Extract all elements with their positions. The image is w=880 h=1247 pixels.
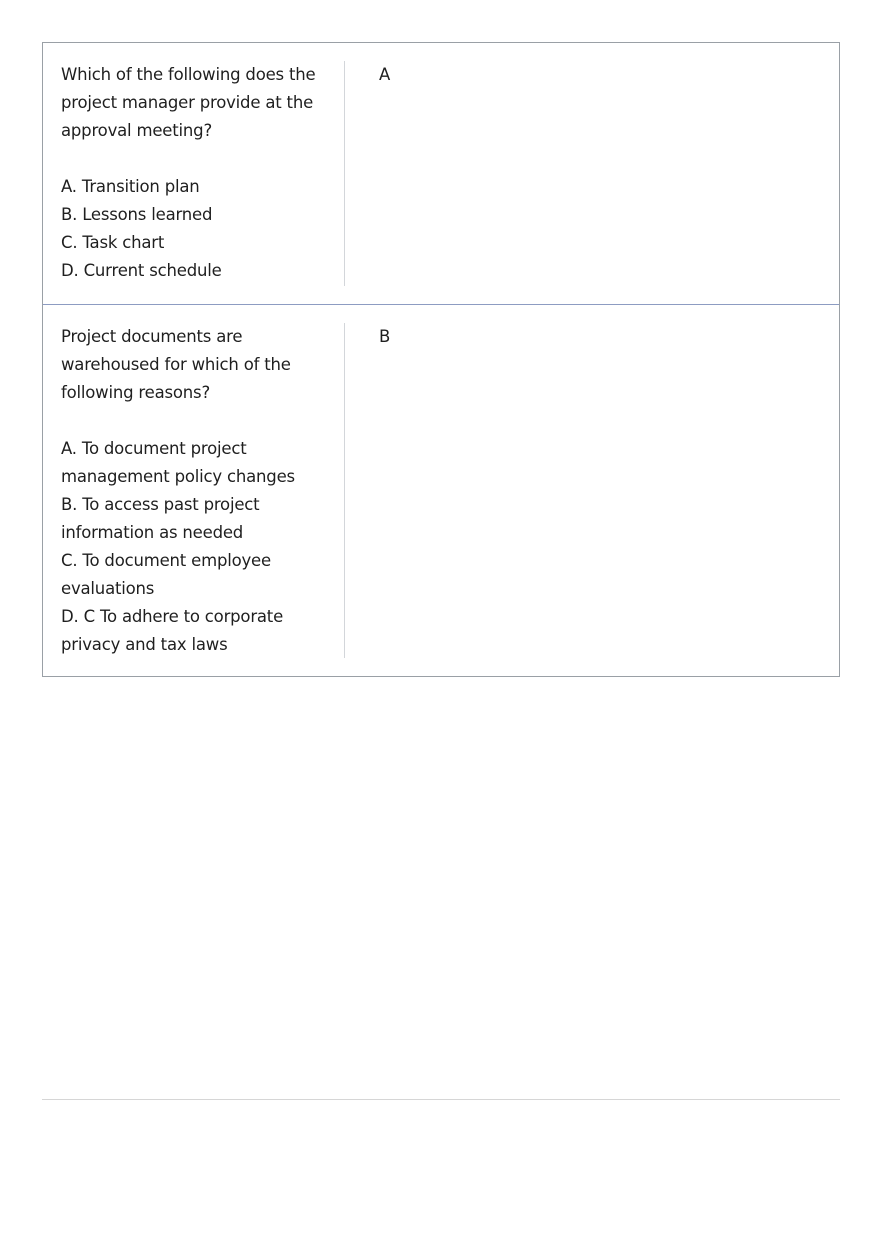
flashcard: [43, 43, 839, 304]
column-divider: [344, 61, 345, 286]
flashcard-table: [42, 42, 840, 677]
card-answer: A: [379, 65, 391, 84]
spacer: [61, 407, 343, 435]
option-b: B. To access past project information as needed: [61, 495, 260, 542]
option-a: A. Transition plan: [61, 177, 200, 196]
option-a: A. To document project management policy changes: [61, 439, 295, 486]
question-text: Which of the following does the project manager provide at the approval meeting?: [61, 65, 316, 140]
question-text: Project documents are warehoused for which of the following reasons?: [61, 327, 291, 402]
footer-divider: [42, 1099, 840, 1100]
option-b: B. Lessons learned: [61, 205, 213, 224]
spacer: [61, 145, 343, 173]
option-c: C. To document employee evaluations: [61, 551, 271, 598]
option-c: C. Task chart: [61, 233, 165, 252]
option-d: D. Current schedule: [61, 261, 222, 280]
card-answer: B: [379, 327, 391, 346]
column-divider: [344, 323, 345, 658]
option-d: D. C To adhere to corporate privacy and tax laws: [61, 607, 284, 654]
card-term: [61, 323, 343, 659]
card-term: [61, 61, 343, 285]
flashcard: [43, 304, 839, 676]
